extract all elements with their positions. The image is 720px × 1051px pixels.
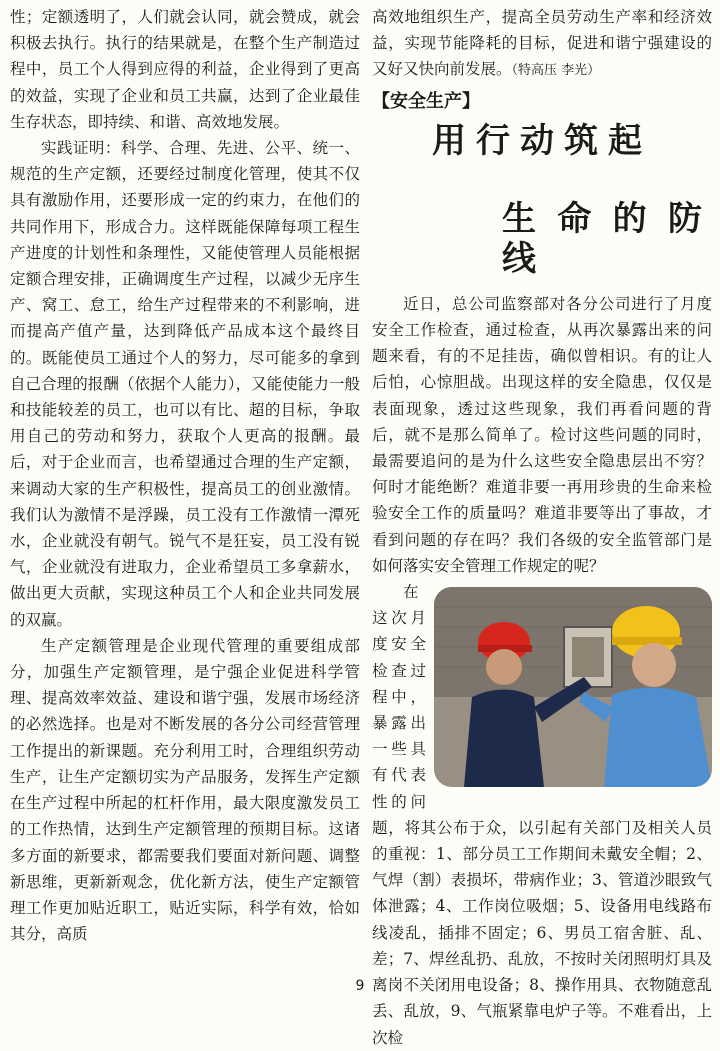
left-paragraph-1: 性；定额透明了，人们就会认同，就会赞成，就会积极去执行。执行的结果就是，在整个生产制造过程中，员工个人得到应得的利益，企业得到了更高的效益，实现了企业和员工共赢，达到了企业最佳生存状态，即持续、和谐、高效地发展。 (10, 8, 360, 131)
right-paragraph-1: 近日，总公司监察部对各分公司进行了月度安全工作检查，通过检查，从再次暴露出来的问题来看，有的不足挂齿，确似曾相识。有的让人后怕，心惊胆战。出现这样的安全隐患，仅仅是表面现象，透过这些现象，我们再看问题的背后，就不是那么简单了。检讨这些问题的同时，最需要追问的是为什么这些安全隐患层出不穷？何时才能绝断？难道非要一再用珍贵的生命来检验安全工作的质量吗？难道非要等出了事故，才看到问题的存在吗？我们各级的安全监管部门是如何落实安全管理工作规定的呢？ (372, 294, 712, 575)
workers-inspection-photo (434, 587, 712, 787)
continued-text: 高效地组织生产，提高全员劳动生产率和经济效益，实现节能降耗的目标，促进和谐宁强建设的又好又快向前发展。 (372, 8, 712, 79)
byline: （特高压 李光） (511, 63, 601, 79)
photo-illustration (434, 587, 712, 787)
right-column (372, 4, 712, 1051)
headline-line-2: 生命的防线 (502, 198, 712, 279)
section-tag: 【安全生产】 (372, 90, 480, 112)
right-paragraph-continued (372, 4, 712, 85)
left-column (10, 4, 360, 947)
headline-line-1: 用行动筑起 (432, 120, 652, 161)
right-paragraph-2-text: 在这次月度安全检查过程中，暴露出一些具有代表性的问题，将其公布于众，以引起有关部门及相关人员的重视：1、部分员工工作期间未戴安全帽；2、气焊（割）表损坏，带病作业；3、管道沙眼致气体泄露；4、工作岗位吸烟；5、设备用电线路布线凌乱，插排不固定；6、男员工宿舍脏、乱、差；7、焊丝乱扔、乱放，不按时关闭照明灯具及离岗不关闭用电设备；8、操作用具、衣物随意乱丢、乱放，9、气瓶紧靠电炉子等。不难看出，上次检 (372, 583, 712, 1047)
left-paragraph-2: 实践证明：科学、合理、先进、公平、统一、规范的生产定额，还要经过制度化管理，使其不仅具有激励作用，还要形成一定的约束力，在他们的共同作用下，形成合力。这样既能保障每项工程生产进度的计划性和条理性，又能使管理人员能根据定额合理安排，正确调度生产过程，以减少无序生产、窝工、怠工，给生产过程带来的不利影响，进而提高产值产量，达到降低产品成本这个最终目的。既能使员工通过个人的努力，尽可能多的拿到自己合理的报酬（依据个人能力），又能使能力一般和技能较差的员工，也可以有比、超的目标，争取用自己的劳动和努力，获取个人更高的报酬。最后，对于企业而言，也希望通过合理的生产定额，来调动大家的生产积极性，提高员工的创业激情。我们认为激情不是浮躁，员工没有工作激情一潭死水，企业就没有朝气。锐气不是狂妄，员工没有锐气，企业就没有进取力，企业希望员工多拿薪水，做出更大贡献，实现这种员工个人和企业共同发展的双赢。 (10, 139, 360, 629)
left-paragraph-3: 生产定额管理是企业现代管理的重要组成部分，加强生产定额管理，是宁强企业促进科学管理、提高效率效益、建设和谐宁强，发展市场经济的必然选择。也是对不断发展的各分公司经营管理工作提出的新课题。充分利用工时，合理组织劳动生产，让生产定额切实为产品服务，发挥生产定额在生产过程中所起的杠杆作用，最大限度激发员工的工作热情，达到生产定额管理的预期目标。这诸多方面的新要求，都需要我们要面对新问题、调整新思维，更新新观念，优化新方法，使生产定额管理工作更加贴近职工，贴近实际，科学有效，恰如其分，高质 (10, 636, 360, 944)
page-number: 9 (355, 978, 365, 994)
